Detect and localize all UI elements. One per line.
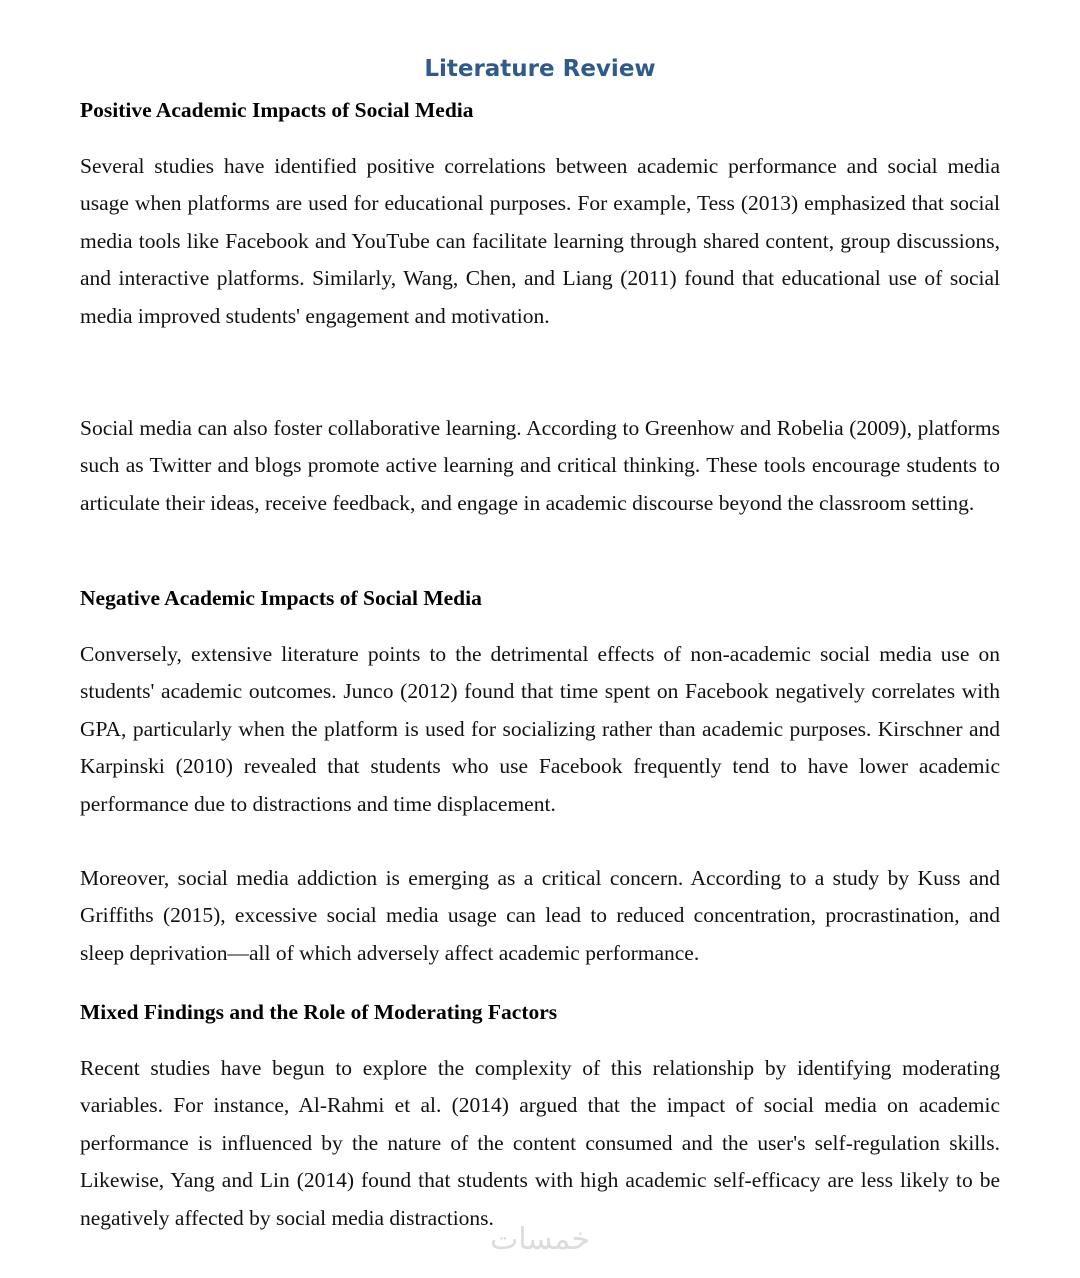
paragraph-negative-2: Moreover, social media addiction is emerging as a critical concern. According to a study by Kuss and Griffiths (2015), excessive social media usage can lead to reduced concentration, procrastination, and sleep deprivation—all of which adversely affect academic performance. xyxy=(80,866,1000,965)
paragraph-negative-1: Conversely, extensive literature points to the detrimental effects of non-academic social media use on students' academic outcomes. Junco (2012) found that time spent on Facebook negatively correlates with GPA, particularly when the platform is used for socializing rather than academic purposes. Kirschner and Karpinski (2010) revealed that students who use Facebook frequently tend to have lower academic performance due to distractions and time displacement. xyxy=(80,642,1000,816)
document-title: Literature Review xyxy=(424,56,656,82)
watermark-logo: خمسات xyxy=(489,1222,591,1257)
paragraph-mixed-1: Recent studies have begun to explore the complexity of this relationship by identifying moderating variables. For instance, Al-Rahmi et al. (2014) argued that the impact of social media on academic performance is influenced by the nature of the content consumed and the user's self-regulation skills. Likewise, Yang and Lin (2014) found that students with high academic self-efficacy are less likely to be negatively affected by social media distractions. xyxy=(80,1056,1000,1230)
section-heading-mixed: Mixed Findings and the Role of Moderating Factors xyxy=(80,1000,558,1024)
section-heading-positive: Positive Academic Impacts of Social Media xyxy=(80,98,474,122)
paragraph-positive-2: Social media can also foster collaborative learning. According to Greenhow and Robelia (2009), platforms such as Twitter and blogs promote active learning and critical thinking. These tools encourage students to articulate their ideas, receive feedback, and engage in academic discourse beyond the classroom setting. xyxy=(80,416,1000,515)
section-heading-negative: Negative Academic Impacts of Social Media xyxy=(80,586,482,610)
paragraph-positive-1: Several studies have identified positive correlations between academic performance and social media usage when platforms are used for educational purposes. For example, Tess (2013) emphasized that social media tools like Facebook and YouTube can facilitate learning through shared content, group discussions, and interactive platforms. Similarly, Wang, Chen, and Liang (2011) found that educational use of social media improved students' engagement and motivation. xyxy=(80,154,1000,328)
